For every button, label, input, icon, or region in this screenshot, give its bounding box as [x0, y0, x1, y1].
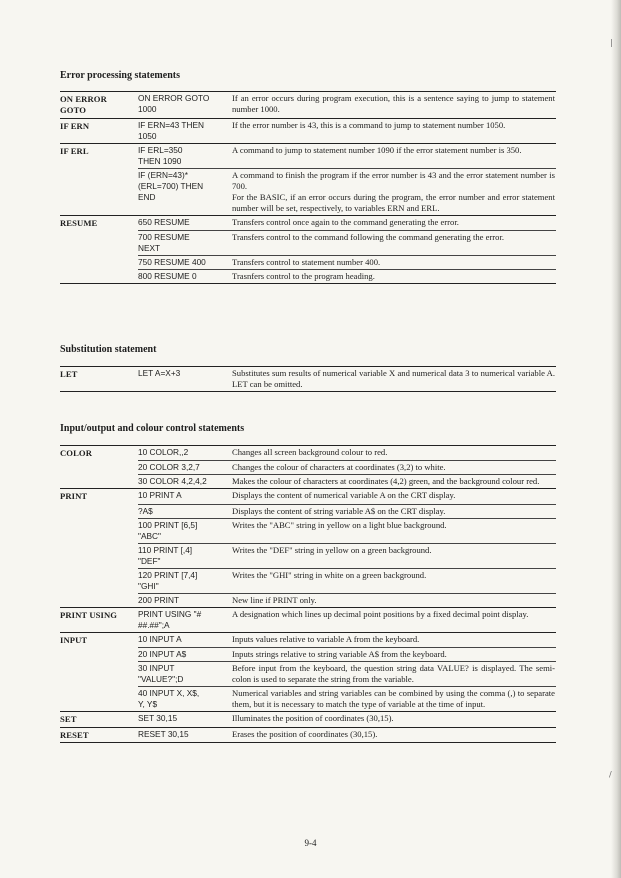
margin-mark: / — [609, 770, 612, 779]
statement-keyword-text: PRINT USING — [60, 609, 118, 620]
example-description-pair — [138, 119, 556, 142]
statement-description: Makes the colour of characters at coordinates (4,2) green, and the background colour red. — [232, 476, 540, 487]
statement-keyword — [60, 256, 138, 257]
table-row — [60, 230, 556, 255]
statement-example: 800 RESUME 0 — [138, 271, 197, 282]
section-heading-substitution: Substitution statement — [60, 344, 157, 355]
statement-keyword-text: IF ERL — [60, 145, 89, 156]
statement-example: 20 INPUT A$ — [138, 649, 187, 660]
example-description-pair — [138, 255, 556, 268]
table-row — [60, 711, 556, 726]
example-description-pair — [138, 686, 556, 710]
example-description-pair — [138, 446, 556, 458]
statement-keyword — [60, 490, 138, 502]
statement-keyword — [60, 713, 138, 725]
substitution-table — [60, 366, 556, 392]
statement-description: Displays the content of string variable A$ on the CRT display. — [232, 505, 446, 516]
table-row — [60, 632, 556, 647]
statement-keyword — [60, 169, 138, 170]
example-description-pair — [138, 92, 556, 115]
page-edge-shadow — [611, 0, 621, 878]
table-row — [60, 269, 556, 283]
statement-keyword — [60, 594, 138, 595]
page-number: 9-4 — [304, 838, 317, 848]
statement-example: 40 INPUT X, X$, Y, Y$ — [138, 688, 200, 710]
statement-description: New line if PRINT only. — [232, 594, 317, 605]
statement-example: ON ERROR GOTO 1000 — [138, 93, 210, 114]
statement-example: 10 INPUT A — [138, 633, 182, 644]
statement-example: 100 PRINT [6,5] "ABC" — [138, 519, 198, 541]
statement-description: Writes the "ABC" string in yellow on a light blue background. — [232, 519, 447, 530]
statement-description: Writes the "GHI" string in white on a green background. — [232, 569, 427, 580]
statement-example: ?A$ — [138, 505, 153, 516]
statement-example: RESET 30,15 — [138, 728, 189, 739]
statement-keyword — [60, 145, 138, 157]
statement-keyword — [60, 519, 138, 520]
statement-example: 700 RESUME NEXT — [138, 232, 190, 254]
table-row — [60, 568, 556, 593]
statement-example: SET 30,15 — [138, 713, 178, 724]
table-row — [60, 518, 556, 543]
statement-description: A designation which lines up decimal point positions by a fixed decimal point display. — [232, 608, 529, 619]
statement-description: Writes the "DEF" string in yellow on a green background. — [232, 544, 432, 555]
input-output-table — [60, 445, 556, 743]
statement-description: If an error occurs during program execution, this is a sentence saying to jump to statement number 1000. — [232, 93, 555, 114]
example-description-pair — [138, 504, 556, 517]
statement-example: 110 PRINT [,4] "DEF" — [138, 544, 193, 566]
statement-example: LET A=X+3 — [138, 368, 181, 378]
table-row — [60, 593, 556, 607]
example-description-pair — [138, 728, 556, 740]
statement-keyword — [60, 231, 138, 232]
statement-keyword — [60, 569, 138, 570]
statement-keyword — [60, 270, 138, 271]
error-processing-table — [60, 91, 556, 284]
statement-description: Numerical variables and string variables can be combined by using the comma (,) to separate them, but it is necessary to match the type of variable at the time of input. — [232, 688, 555, 710]
statement-description: Erases the position of coordinates (30,15). — [232, 728, 378, 739]
example-description-pair — [138, 168, 556, 214]
statement-keyword — [60, 634, 138, 646]
statement-keyword — [60, 217, 138, 229]
statement-keyword — [60, 120, 138, 132]
table-row — [60, 474, 556, 488]
statement-description: Transfers control to statement number 400. — [232, 257, 381, 268]
example-description-pair — [138, 593, 556, 606]
statement-keyword — [60, 93, 138, 117]
statement-keyword — [60, 544, 138, 545]
table-row — [60, 143, 556, 168]
statement-keyword — [60, 648, 138, 649]
example-description-pair — [138, 712, 556, 724]
statement-description: Inputs values relative to variable A from the keyboard. — [232, 633, 420, 644]
table-row — [60, 661, 556, 686]
statement-keyword — [60, 475, 138, 476]
statement-keyword-text: ON ERROR GOTO — [60, 94, 107, 116]
statement-example: IF (ERN=43)* (ERL=700) THEN END — [138, 169, 204, 202]
statement-example: 30 COLOR 4,2,4,2 — [138, 476, 207, 487]
example-description-pair — [138, 661, 556, 685]
statement-example: PRINT USING "# ##.##";A — [138, 608, 202, 630]
section-heading-error-processing: Error processing statements — [60, 70, 180, 81]
statement-description: Trasnfers control to the program heading. — [232, 271, 375, 282]
statement-description: Inputs strings relative to string variable A$ from the keyboard. — [232, 649, 447, 660]
table-row — [60, 647, 556, 661]
example-description-pair — [138, 144, 556, 167]
table-row — [60, 686, 556, 711]
statement-description: Transfers control to the command following the command generating the error. — [232, 232, 504, 243]
statement-keyword-text: IF ERN — [60, 120, 90, 131]
table-row — [60, 504, 556, 518]
table-row — [60, 607, 556, 632]
statement-description: Changes all screen background colour to red. — [232, 447, 388, 457]
statement-example: 750 RESUME 400 — [138, 257, 206, 268]
example-description-pair — [138, 518, 556, 542]
statement-keyword-text: COLOR — [60, 448, 93, 458]
table-row — [60, 543, 556, 568]
table-row — [60, 367, 556, 391]
statement-example: IF ERL=350 THEN 1090 — [138, 144, 183, 166]
table-row — [60, 460, 556, 474]
section-heading-input-output: Input/output and colour control statements — [60, 423, 245, 434]
statement-keyword — [60, 505, 138, 506]
example-description-pair — [138, 367, 556, 390]
statement-keyword — [60, 461, 138, 462]
statement-keyword — [60, 687, 138, 688]
statement-example: 200 PRINT — [138, 594, 180, 605]
table-row — [60, 488, 556, 503]
example-description-pair — [138, 568, 556, 592]
example-description-pair — [138, 489, 556, 501]
statement-description: Transfers control once again to the command generating the error. — [232, 216, 459, 227]
statement-description: Before input from the keyboard, the question string data VALUE? is displayed. The semi-colon is used to separate the string from the variable. — [232, 663, 555, 685]
statement-description: Illuminates the position of coordinates (30,15). — [232, 713, 394, 724]
statement-description: Changes the colour of characters at coordinates (3,2) to white. — [232, 462, 446, 473]
statement-description: Substitutes sum results of numerical variable X and numerical data 3 to numerical variable A. LET can be omitted. — [232, 368, 555, 389]
statement-keyword — [60, 368, 138, 380]
example-description-pair — [138, 230, 556, 254]
statement-keyword-text: PRINT — [60, 491, 88, 502]
statement-description: A command to finish the program if the error number is 43 and the error statement number is 700. For the BASIC, if an error occurs during the program, the error number and error statement number will be set, respectively, to variables ERN and ERL. — [232, 169, 555, 213]
statement-example: 10 COLOR,,2 — [138, 447, 189, 457]
statement-example: 120 PRINT [7,4] "GHI" — [138, 569, 198, 591]
statement-example: 10 PRINT A — [138, 490, 182, 501]
statement-keyword — [60, 729, 138, 741]
example-description-pair — [138, 216, 556, 228]
example-description-pair — [138, 647, 556, 660]
table-row — [60, 446, 556, 460]
table-row — [60, 118, 556, 143]
example-description-pair — [138, 474, 556, 487]
statement-description: If the error number is 43, this is a command to jump to statement number 1050. — [232, 119, 506, 130]
statement-keyword-text: LET — [60, 369, 78, 379]
statement-example: IF ERN=43 THEN 1050 — [138, 119, 205, 141]
statement-keyword-text: RESUME — [60, 217, 98, 228]
example-description-pair — [138, 269, 556, 282]
statement-keyword-text: INPUT — [60, 634, 88, 645]
example-description-pair — [138, 608, 556, 631]
table-row — [60, 727, 556, 742]
table-row — [60, 215, 556, 230]
statement-keyword — [60, 662, 138, 663]
example-description-pair — [138, 460, 556, 473]
margin-mark: | — [610, 38, 613, 47]
example-description-pair — [138, 633, 556, 645]
statement-keyword — [60, 447, 138, 459]
example-description-pair — [138, 543, 556, 567]
statement-keyword — [60, 609, 138, 621]
statement-example: 650 RESUME — [138, 216, 190, 227]
statement-description: Displays the content of numerical variable A on the CRT display. — [232, 490, 456, 501]
table-row — [60, 255, 556, 269]
statement-description: A command to jump to statement number 1090 if the error statement number is 350. — [232, 144, 522, 155]
table-row — [60, 92, 556, 118]
table-row — [60, 168, 556, 215]
statement-example: 30 INPUT "VALUE?";D — [138, 663, 184, 685]
statement-keyword-text: SET — [60, 714, 77, 725]
statement-keyword-text: RESET — [60, 729, 89, 740]
statement-example: 20 COLOR 3,2,7 — [138, 462, 200, 473]
